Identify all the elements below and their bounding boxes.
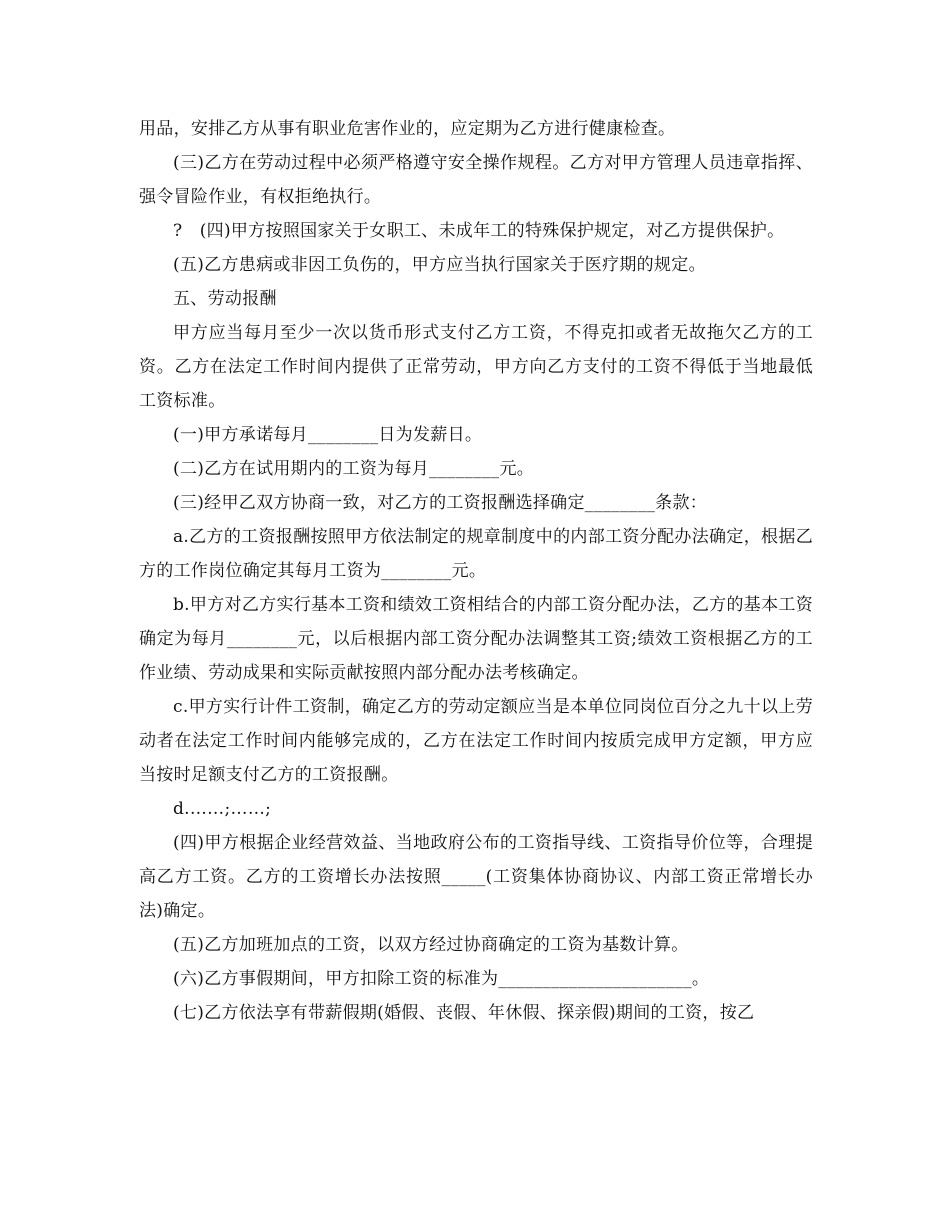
section-heading-labor-pay: 五、劳动报酬 [173,289,277,309]
paragraph-pay-option-b: b.甲方对乙方实行基本工资和绩效工资相结合的内部工资分配办法，乙方的基本工资确定为每月________元，以后根据内部工资分配办法调整其工资;绩效工资根据乙方的工作业绩、劳动成果和实际贡献按照内部分配办法考核确定。 [139,595,813,683]
paragraph-pay-clause-1: (一)甲方承诺每月________日为发薪日。 [173,425,483,445]
paragraph-pay-clause-3: (三)经甲乙双方协商一致，对乙方的工资报酬选择确定________条款： [173,493,708,513]
paragraph-pay-option-c: c.甲方实行计件工资制，确定乙方的劳动定额应当是本单位同岗位百分之九十以上劳动者在法定工作时间内能够完成的，乙方在法定工作时间内按质完成甲方定额，甲方应当按时足额支付乙方的工资报酬。 [139,697,813,785]
paragraph-pay-intro: 甲方应当每月至少一次以货币形式支付乙方工资，不得克扣或者无故拖欠乙方的工资。乙方在法定工作时间内提供了正常劳动，甲方向乙方支付的工资不得低于当地最低工资标准。 [139,323,813,411]
paragraph-clause-4: ? (四)甲方按照国家关于女职工、未成年工的特殊保护规定，对乙方提供保护。 [173,221,785,241]
paragraph-clause-5: (五)乙方患病或非因工负伤的，甲方应当执行国家关于医疗期的规定。 [173,255,706,275]
paragraph-pay-option-d: d.……;……; [173,799,272,819]
paragraph-pay-option-a: a.乙方的工资报酬按照甲方依法制定的规章制度中的内部工资分配办法确定，根据乙方的工作岗位确定其每月工资为________元。 [139,527,813,581]
paragraph-clause-3: (三)乙方在劳动过程中必须严格遵守安全操作规程。乙方对甲方管理人员违章指挥、强令冒险作业，有权拒绝执行。 [139,153,813,207]
paragraph-pay-clause-6: (六)乙方事假期间，甲方扣除工资的标准为______________________。 [173,969,710,989]
paragraph-pay-clause-5: (五)乙方加班加点的工资，以双方经过协商确定的工资为基数计算。 [173,935,689,955]
paragraph-pay-clause-4: (四)甲方根据企业经营效益、当地政府公布的工资指导线、工资指导价位等，合理提高乙方工资。乙方的工资增长办法按照_____(工资集体协商协议、内部工资正常增长办法)确定。 [139,833,813,921]
paragraph-pay-clause-7: (七)乙方依法享有带薪假期(婚假、丧假、年休假、探亲假)期间的工资，按乙 [173,1003,755,1023]
paragraph-continuation: 用品，安排乙方从事有职业危害作业的，应定期为乙方进行健康检查。 [139,119,676,139]
paragraph-pay-clause-2: (二)乙方在试用期内的工资为每月________元。 [173,459,535,479]
document-body [139,112,813,1030]
